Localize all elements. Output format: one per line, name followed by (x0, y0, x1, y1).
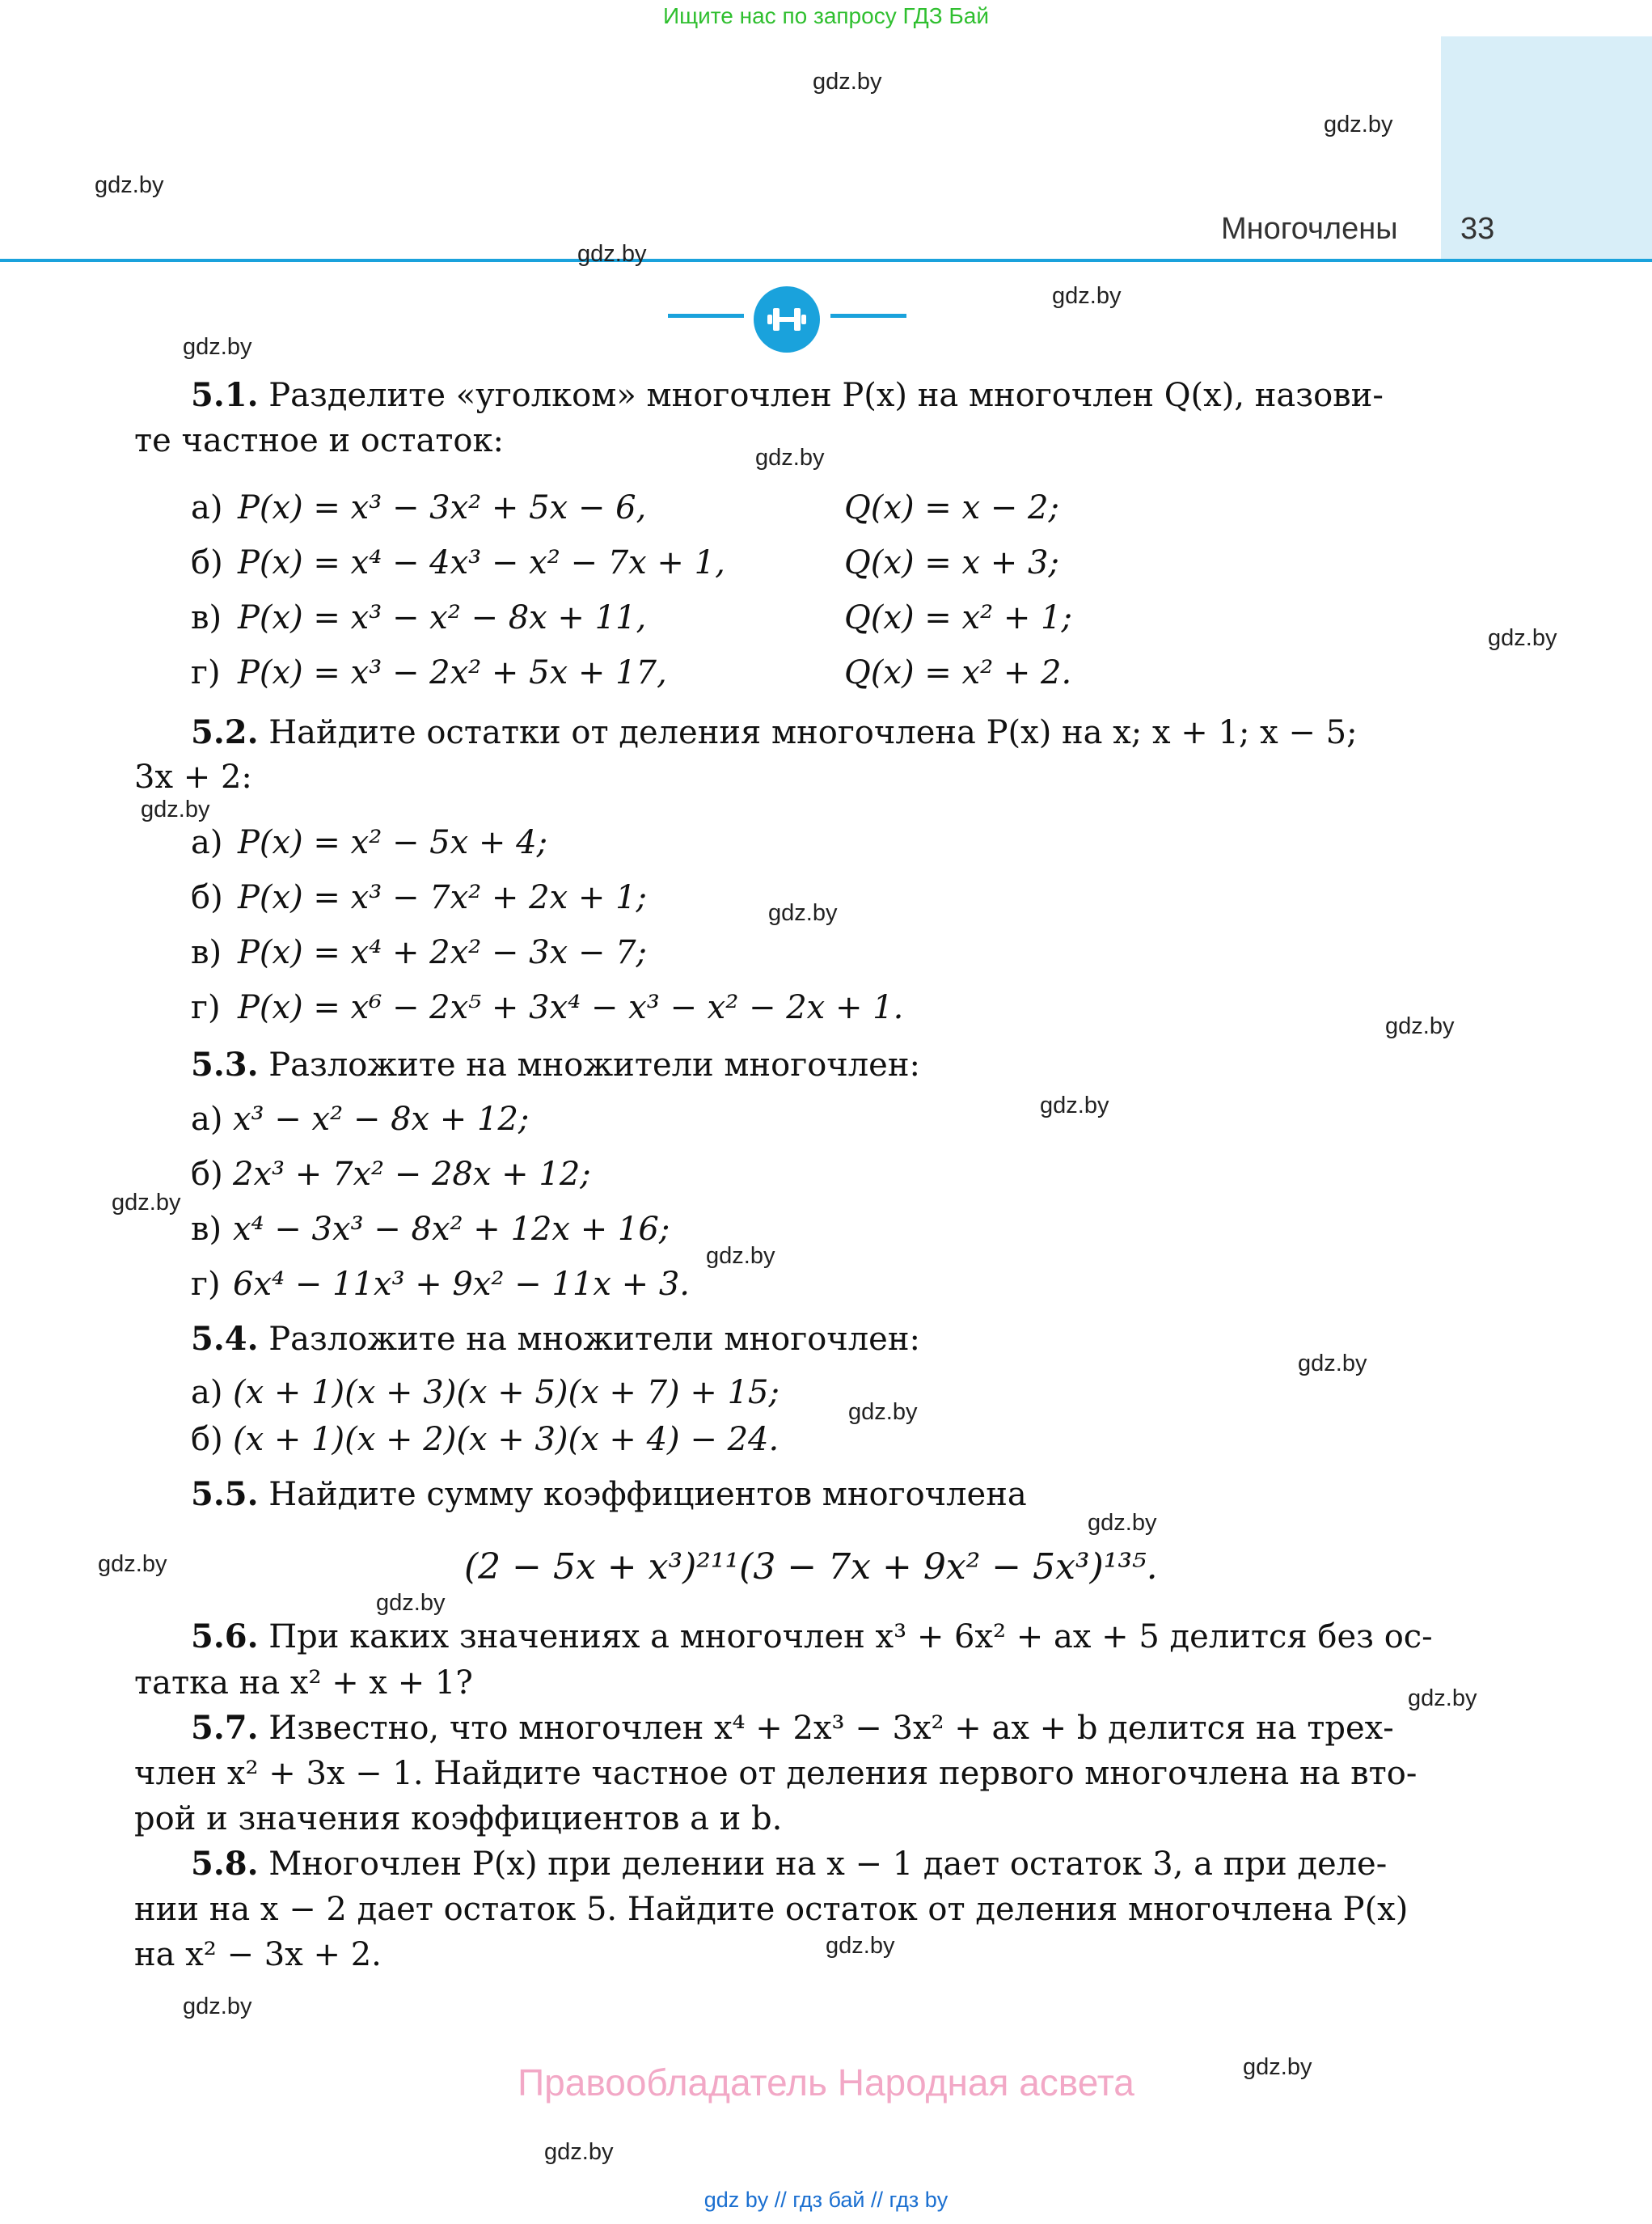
item-label: б) (191, 544, 223, 581)
item-label: а) (191, 824, 223, 861)
watermark: gdz.by (544, 2139, 614, 2165)
exercise-5-7-heading (191, 1709, 1394, 1748)
exercise-number: 5.3. (191, 1046, 259, 1084)
exercise-number: 5.5. (191, 1475, 259, 1513)
exercise-5-5-heading (191, 1475, 1027, 1514)
exercise-number: 5.8. (191, 1845, 259, 1883)
item-formula: P(x) = x³ − x² − 8x + 11, (238, 599, 647, 636)
page-number: 33 (1460, 212, 1495, 246)
item-label: в) (191, 1211, 222, 1248)
watermark: gdz.by (1488, 625, 1557, 651)
watermark: gdz.by (1324, 112, 1393, 137)
item-label: б) (191, 879, 223, 916)
exercise-text: Многочлен P(x) при делении на x − 1 дает остаток 3, а при деле- (268, 1846, 1388, 1883)
item-formula: (x + 1)(x + 3)(x + 5)(x + 7) + 15; (233, 1374, 780, 1411)
item-label: в) (191, 934, 222, 971)
item-formula: (x + 1)(x + 2)(x + 3)(x + 4) − 24. (233, 1421, 780, 1458)
exercise-5-4-heading (191, 1320, 920, 1359)
watermark: gdz.by (1052, 283, 1122, 309)
formula-display: (2 − 5x + x³)²¹¹(3 − 7x + 9x² − 5x³)¹³⁵. (464, 1546, 1158, 1588)
watermark: gdz.by (577, 241, 647, 267)
exercise-text: Найдите сумму коэффициентов многочлена (268, 1476, 1027, 1513)
exercise-text-line: нии на x − 2 дает остаток 5. Найдите остаток от деления многочлена P(x) (134, 1891, 1409, 1928)
ornament-line-right (830, 314, 906, 318)
watermark: gdz.by (1088, 1510, 1157, 1536)
item-label: г) (191, 1266, 221, 1303)
watermark: gdz.by (95, 172, 164, 198)
exercise-5-3-heading (191, 1046, 920, 1085)
exercise-text-line: 3x + 2: (134, 759, 252, 796)
watermark: gdz.by (98, 1551, 167, 1577)
watermark: gdz.by (183, 334, 252, 360)
watermark: gdz.by (706, 1243, 775, 1269)
item-formula: Q(x) = x + 3; (844, 544, 1059, 581)
item-formula: Q(x) = x² + 2. (844, 654, 1072, 691)
watermark: gdz.by (1243, 2054, 1312, 2080)
item-label: г) (191, 989, 221, 1026)
dumbbell-icon (754, 286, 820, 353)
exercise-5-8-heading (191, 1845, 1387, 1884)
exercise-text: Известно, что многочлен x⁴ + 2x³ − 3x² + ax + b делится на трех- (268, 1710, 1394, 1747)
item-formula: P(x) = x⁴ − 4x³ − x² − 7x + 1, (238, 544, 725, 581)
exercise-text: Разделите «уголком» многочлен P(x) на многочлен Q(x), назови- (268, 377, 1384, 414)
item-formula: P(x) = x³ − 2x² + 5x + 17, (238, 654, 667, 691)
item-formula: 6x⁴ − 11x³ + 9x² − 11x + 3. (233, 1266, 690, 1303)
copyright-notice: Правообладатель Народная асвета (518, 2061, 1134, 2103)
exercise-text: Найдите остатки от деления многочлена P(x) на x; x + 1; x − 5; (268, 714, 1358, 751)
item-label: а) (191, 1374, 223, 1411)
watermark: gdz.by (848, 1399, 918, 1425)
item-formula: P(x) = x³ − 3x² + 5x − 6, (238, 489, 647, 526)
watermark: gdz.by (1408, 1685, 1477, 1711)
watermark: gdz.by (112, 1190, 181, 1216)
exercise-text: Разложите на множители многочлен: (268, 1046, 920, 1084)
watermark: gdz.by (813, 69, 882, 95)
exercise-text: При каких значениях a многочлен x³ + 6x² + ax + 5 делится без ос- (268, 1618, 1433, 1655)
exercise-number: 5.4. (191, 1320, 259, 1358)
watermark: gdz.by (141, 797, 210, 822)
exercise-number: 5.2. (191, 713, 259, 751)
exercise-5-6-heading (191, 1617, 1433, 1656)
item-formula: 2x³ + 7x² − 28x + 12; (233, 1156, 591, 1193)
item-formula: P(x) = x⁴ + 2x² − 3x − 7; (238, 934, 648, 971)
exercise-number: 5.7. (191, 1709, 259, 1747)
item-label: а) (191, 1101, 223, 1138)
item-formula: x³ − x² − 8x + 12; (233, 1101, 530, 1138)
item-label: г) (191, 654, 221, 691)
exercise-text-line: рой и значения коэффициентов a и b. (134, 1800, 783, 1837)
item-formula: P(x) = x⁶ − 2x⁵ + 3x⁴ − x³ − x² − 2x + 1. (238, 989, 904, 1026)
exercise-5-2-heading (191, 713, 1358, 752)
item-label: в) (191, 599, 222, 636)
ornament-line-left (668, 314, 744, 318)
exercise-text-line: татка на x² + x + 1? (134, 1664, 473, 1702)
exercise-number: 5.1. (191, 376, 259, 414)
exercise-number: 5.6. (191, 1617, 259, 1655)
bottom-links[interactable]: gdz by // гдз бай // гдз by (703, 2188, 949, 2212)
item-label: б) (191, 1156, 223, 1193)
exercise-text: Разложите на множители многочлен: (268, 1321, 920, 1358)
running-title: Многочлены (1221, 212, 1398, 246)
item-formula: Q(x) = x − 2; (844, 489, 1059, 526)
item-formula: x⁴ − 3x³ − 8x² + 12x + 16; (233, 1211, 670, 1248)
item-formula: Q(x) = x² + 1; (844, 599, 1072, 636)
item-formula: P(x) = x² − 5x + 4; (238, 824, 548, 861)
item-label: б) (191, 1421, 223, 1458)
exercise-text-line: на x² − 3x + 2. (134, 1936, 382, 1973)
watermark: gdz.by (826, 1933, 895, 1959)
exercise-5-1-heading (191, 376, 1384, 415)
watermark: gdz.by (1385, 1013, 1455, 1039)
watermark: gdz.by (1040, 1093, 1109, 1118)
exercise-text-line: член x² + 3x − 1. Найдите частное от деления первого многочлена на вто- (134, 1755, 1418, 1792)
watermark: gdz.by (183, 1994, 252, 2019)
watermark: gdz.by (755, 445, 825, 471)
item-formula: P(x) = x³ − 7x² + 2x + 1; (238, 879, 648, 916)
watermark: gdz.by (768, 900, 838, 926)
top-notice: Ищите нас по запросу ГДЗ Бай (662, 3, 990, 28)
item-label: а) (191, 489, 223, 526)
watermark: gdz.by (376, 1590, 446, 1616)
watermark: gdz.by (1298, 1351, 1367, 1376)
exercise-text-line: те частное и остаток: (134, 422, 504, 459)
header-divider (0, 259, 1652, 262)
